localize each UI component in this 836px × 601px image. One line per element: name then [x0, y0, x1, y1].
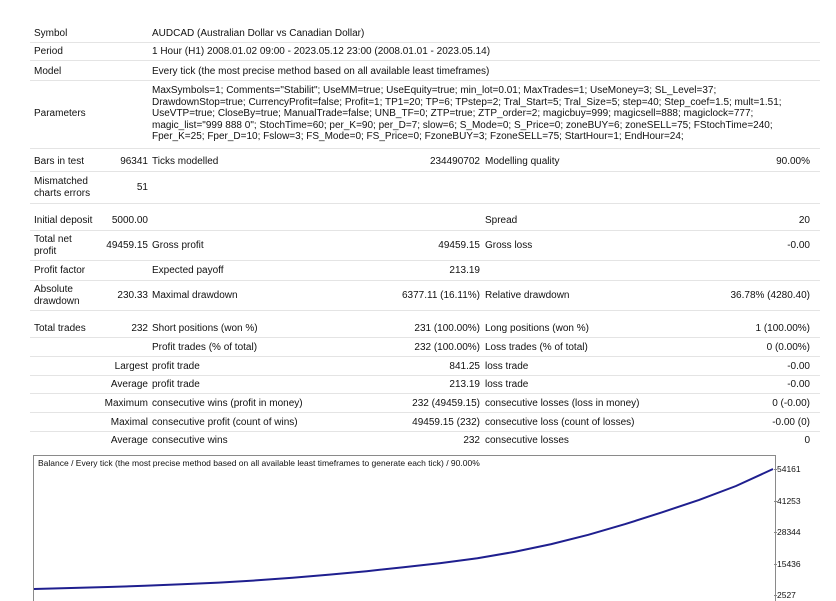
netprofit-label-1: Total net [34, 234, 72, 245]
avg-cons-losses-value: 0 [804, 435, 810, 446]
maximal-loss-value: -0.00 (0) [772, 417, 810, 428]
parameters-block [152, 85, 822, 143]
average2-label: Average [110, 435, 148, 446]
short-label: Short positions (won %) [152, 323, 258, 334]
average-profit-label: profit trade [152, 379, 200, 390]
max-cons-wins-label: consecutive wins (profit in money) [152, 398, 303, 409]
y-tick-label: 2527 [777, 590, 796, 600]
y-tick-mark [774, 501, 777, 502]
profit-trades-label: Profit trades (% of total) [152, 342, 258, 353]
maximal-loss-label: consecutive loss (count of losses) [485, 417, 635, 428]
quality-label: Modelling quality [485, 156, 560, 167]
long-label: Long positions (won %) [485, 323, 589, 334]
average-loss-value: -0.00 [787, 379, 810, 390]
avg-cons-losses-label: consecutive losses [485, 435, 569, 446]
y-tick-label: 28344 [777, 527, 801, 537]
maximal-profit-value: 49459.15 (232) [412, 417, 480, 428]
parameters-line: magic_list="999 888 0"; StochTime=60; per_K=90; per_D=7; slow=6; S_Mode=0; S_Price=0; zoneBUY=6; zoneSELL=75; FStochTime=240; [152, 119, 773, 131]
quality-value: 90.00% [776, 156, 810, 167]
absdd-label-1: Absolute [34, 284, 73, 295]
reldd-value: 36.78% (4280.40) [730, 290, 810, 301]
spread-label: Spread [485, 215, 518, 226]
maximal-profit-label: consecutive profit (count of wins) [152, 417, 298, 428]
average-loss-label: loss trade [485, 379, 529, 390]
deposit-value: 5000.00 [111, 215, 148, 226]
parameters-label: Parameters [34, 108, 86, 119]
average-label: Average [110, 379, 148, 390]
largest-loss-value: -0.00 [787, 361, 810, 372]
grossloss-value: -0.00 [787, 240, 810, 251]
max-cons-losses-value: 0 (-0.00) [772, 398, 810, 409]
model-value: Every tick (the most precise method based on all available least timeframes) [152, 66, 490, 77]
model-label: Model [34, 66, 62, 77]
y-tick-label: 41253 [777, 495, 801, 506]
long-value: 1 (100.00%) [755, 323, 810, 334]
maximal-label: Maximal [110, 417, 148, 428]
reldd-label: Relative drawdown [485, 290, 570, 301]
netprofit-value: 49459.15 [106, 240, 148, 251]
parameters-line: Fper_K=25; Fper_D=10; Fslow=3; FS_Mode=0; FS_Price=0; FzoneBUY=3; FzoneSELL=75; StartHour=1; EndHour=24; [152, 131, 684, 142]
y-tick-label: 15436 [777, 558, 801, 569]
pf-label: Profit factor [34, 265, 86, 276]
max-cons-losses-label: consecutive losses (loss in money) [485, 398, 640, 409]
mismatch-label-1: Mismatched [34, 176, 88, 187]
spread-value: 20 [798, 215, 810, 226]
balance-chart-plot [33, 455, 774, 600]
mismatch-value: 51 [136, 182, 148, 193]
maximum-label: Maximum [104, 398, 148, 409]
trades-value: 232 [131, 323, 148, 334]
y-tick-mark [774, 595, 777, 596]
parameters-line: UseVTP=true; CloseBy=true; ManualTrade=false; UNB_TF=0; ZTP=true; ZTP_order=2; magicbuy=999; magicsell=888; magiclock=777; [152, 108, 754, 119]
trades-label: Total trades [34, 323, 86, 334]
symbol-value: AUDCAD (Australian Dollar vs Canadian Dollar) [152, 28, 365, 39]
period-value: 1 Hour (H1) 2008.01.02 09:00 - 2023.05.12 23:00 (2008.01.01 - 2023.05.14) [152, 46, 491, 57]
y-tick-mark [774, 469, 777, 470]
y-tick-mark [774, 564, 777, 565]
balance-y-axis [774, 455, 836, 600]
grossprofit-label: Gross profit [152, 240, 204, 251]
largest-profit-label: profit trade [152, 361, 200, 372]
netprofit-label-2: profit [34, 246, 57, 257]
maxdd-label: Maximal drawdown [152, 290, 238, 301]
parameters-line: DrawdownStop=true; CurrencyProfit=false; Profit=1; TP1=20; TP=6; TPstep=2; Tral_Start=5; Tral_Size=5; step=40; Step_coef=1.5; mult=1.51; [152, 96, 782, 108]
payoff-label: Expected payoff [152, 265, 224, 276]
largest-label: Largest [114, 361, 148, 372]
balance-line [34, 469, 773, 589]
short-value: 231 (100.00%) [414, 323, 480, 334]
ticks-label: Ticks modelled [152, 156, 219, 167]
loss-trades-value: 0 (0.00%) [766, 342, 810, 353]
ticks-value: 234490702 [429, 156, 480, 167]
chart-title: Balance / Every tick (the most precise method based on all available least timeframes to generate each tick) / 90.00% [38, 458, 480, 468]
max-cons-wins-value: 232 (49459.15) [412, 398, 480, 409]
absdd-value: 230.33 [117, 290, 148, 301]
absdd-label-2: drawdown [34, 296, 80, 307]
y-tick-label: 54161 [777, 464, 801, 474]
parameters-line: MaxSymbols=1; Comments="Stabilit"; UseMM=true; UseEquity=true; min_lot=0.01; MaxTrades=1; UseMoney=3; SL_Level=37; [152, 85, 717, 96]
largest-profit-value: 841.25 [449, 361, 480, 372]
profit-trades-value: 232 (100.00%) [414, 342, 480, 353]
avg-cons-wins-label: consecutive wins [152, 435, 228, 446]
largest-loss-label: loss trade [485, 361, 529, 372]
grossprofit-value: 49459.15 [438, 240, 480, 251]
deposit-label: Initial deposit [34, 215, 93, 226]
y-tick-mark [774, 532, 777, 533]
average-profit-value: 213.19 [449, 379, 480, 390]
loss-trades-label: Loss trades (% of total) [485, 342, 588, 353]
grossloss-label: Gross loss [485, 240, 533, 251]
mismatch-label-2: charts errors [34, 188, 91, 199]
symbol-label: Symbol [34, 28, 68, 39]
avg-cons-wins-value: 232 [463, 435, 480, 446]
bars-label: Bars in test [34, 156, 85, 167]
period-label: Period [34, 46, 63, 57]
bars-value: 96341 [120, 156, 148, 167]
payoff-value: 213.19 [449, 265, 480, 276]
maxdd-value: 6377.11 (16.11%) [401, 290, 480, 301]
